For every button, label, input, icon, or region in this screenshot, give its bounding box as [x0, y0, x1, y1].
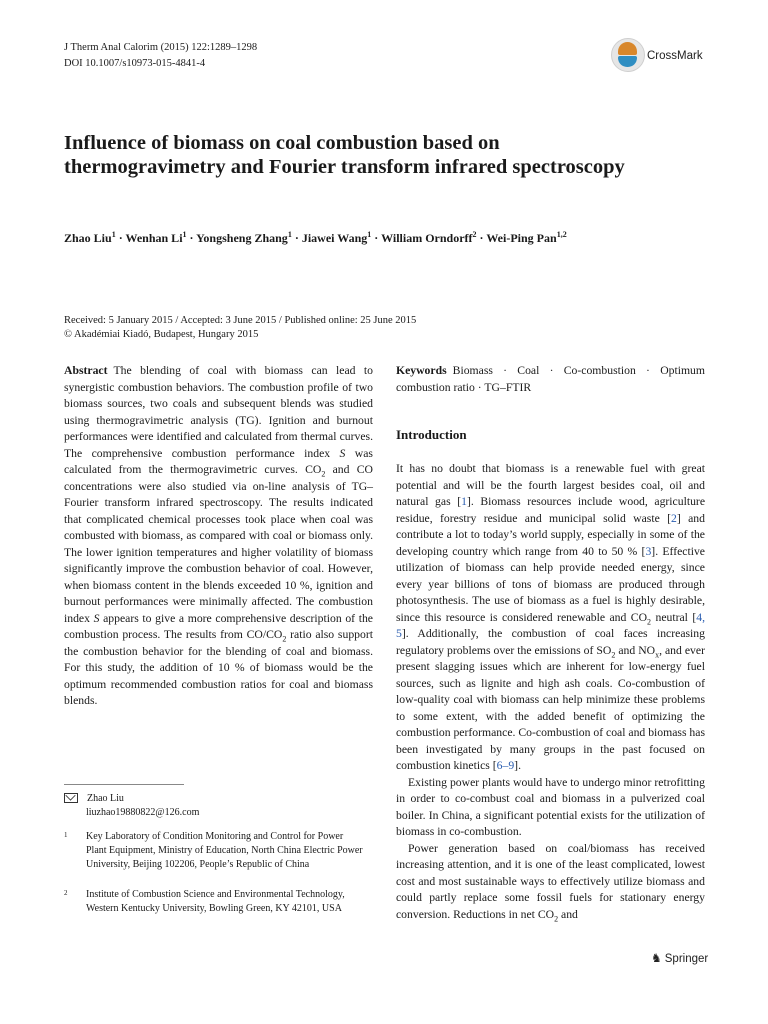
author[interactable]	[64, 231, 116, 245]
abstract-text	[64, 363, 373, 710]
crossmark-icon	[611, 38, 645, 72]
subscript: 2	[554, 913, 559, 923]
author-name: William Orndorff	[381, 231, 473, 245]
text-run: The blending of coal with biomass can lead to synergistic combustion behaviors. The combustion profile of two biomass sources, two coals and subsequent blends was studied using thermogravimetric analysis (TG). Ignition and burnout performances were identified and calculated from thermal curves. The comprehensive combustion performance index	[64, 364, 373, 460]
doi: DOI 10.1007/s10973-015-4841-4	[64, 58, 206, 69]
text-run: was calculated from the thermogravimetric curves. CO	[64, 446, 373, 476]
author-affiliation: 2	[472, 230, 477, 239]
keywords-label: Keywords	[396, 364, 447, 377]
citation-link[interactable]: 1	[461, 495, 467, 508]
author[interactable]	[486, 231, 566, 245]
keywords-text: Biomass · Coal · Co-combustion · Optimum combustion ratio · TG–FTIR	[396, 364, 705, 394]
abstract-label: Abstract	[64, 364, 108, 377]
crossmark-label: CrossMark	[647, 50, 703, 62]
text-run: ] and contribute a lot to today’s world supply, especially in some of the developing country which range from 40 to 50 % [	[396, 511, 705, 558]
envelope-icon	[64, 793, 78, 803]
citation-link[interactable]: 2	[671, 511, 677, 525]
article-title: Influence of biomass on coal combustion based on thermogravimetry and Fourier transform infrared spectroscopy	[64, 132, 625, 178]
springer-knight-icon: ♞	[651, 951, 662, 965]
corresponding-name: Zhao Liu	[87, 793, 124, 804]
keywords	[396, 363, 705, 396]
author[interactable]	[381, 231, 476, 245]
author-affiliation: 1	[111, 230, 116, 239]
author-list: Zhao Liu$^1$ · Wenhan $Li^1$ · Yongsheng Zhang$^1$ · Jiawei Wang$^1$ · William Orndorff$^2$ · Wei-Ping Pan$^{1,2}$	[64, 230, 567, 245]
citation-link[interactable]: 6–9	[496, 759, 515, 772]
text-run: ]. Biomass resources include wood, agriculture residue, forestry residue and municipal solid waste [	[396, 495, 706, 525]
abstract	[64, 363, 373, 710]
text-run: , and ever present slagging issues which are inherent for low-energy fuel sources, such as lignite and high ash coals. Co-combustion of low-quality coal with biomass can help minimize these problems to some extent, with the added benefit of optimizing the combustion performance. Co-combustion of coal and biomass has been investigated by many groups in the past focused on combustion kinetics [	[396, 643, 705, 772]
author[interactable]	[126, 231, 187, 245]
text-run: It has no doubt that biomass is a renewable fuel with great potential and will be the fourth largest besides coal, oil and natural gas [	[396, 462, 705, 508]
affiliation-text: Institute of Combustion Science and Environmental Technology, Western Kentucky University, Bowling Green, KY 42101, USA	[86, 889, 345, 914]
journal-header	[64, 40, 257, 72]
footnote-divider	[64, 784, 184, 785]
citation-link[interactable]: 3	[645, 544, 652, 558]
paragraph	[396, 775, 705, 841]
subscript: 2	[647, 616, 652, 626]
text-run: and CO concentrations were also studied via on-line analysis of TG–Fourier transform infrared spectroscopy. The results indicated that complicated chemical processes took place when coal was combusted with biomass, as compared with coal or biomass only. The lower ignition temperatures and higher volatility of biomass significantly improve the combustion behavior of coal. However, when biomass content in the blends exceeded 10 %, ignition and burnout performances were minimally affected. The combustion index	[64, 463, 373, 625]
introduction-body	[396, 461, 705, 923]
section-heading-introduction: Introduction	[396, 427, 467, 442]
citation-link[interactable]: 4, 5	[396, 610, 706, 640]
crossmark-badge[interactable]	[611, 38, 711, 74]
text-run: ratio also support the combustion behavior for the blending of coal and biomass. For this study, the addition of 10 % of biomass would be the optimum recommended combustion ratios for coal and biomass blends.	[64, 628, 373, 707]
journal-citation: J Therm Anal Calorim (2015) 122:1289–1298	[64, 42, 258, 53]
affiliation-1	[64, 830, 364, 872]
subscript: x	[655, 649, 660, 659]
text-run: and	[558, 907, 578, 921]
paragraph	[396, 841, 705, 924]
history-line: Received: 5 January 2015 / Accepted: 3 June 2015 / Published online: 25 June 2015	[64, 315, 417, 326]
publisher-logo	[651, 950, 708, 967]
affiliation-text: Key Laboratory of Condition Monitoring and Control for Power Plant Equipment, Ministry of Education, North China Electric Power University, Beijing 102206, People’s Republic of China	[86, 831, 363, 870]
publication-dates	[64, 314, 416, 342]
corresponding-email[interactable]: liuzhao19880822@126.com	[86, 807, 200, 818]
italic-symbol: S	[339, 446, 346, 460]
author-name: Wei-Ping Pan	[486, 231, 557, 245]
affiliation-number: 1	[64, 831, 68, 839]
author-name: Wenhan Li	[125, 231, 183, 245]
publisher-name: Springer	[664, 953, 709, 965]
italic-symbol: S	[93, 611, 100, 625]
author-affiliation: 1	[367, 230, 372, 239]
author[interactable]	[196, 231, 292, 245]
subscript: 2	[321, 469, 326, 479]
author-name: Jiawei Wang	[301, 231, 368, 245]
text-run: and NO	[615, 643, 656, 657]
author-name: Zhao Liu	[64, 231, 112, 245]
copyright: © Akadémiai Kiadó, Budapest, Hungary 2015	[64, 329, 259, 340]
text-run: neutral [	[651, 610, 697, 624]
text-run: Power generation based on coal/biomass has received increasing attention, and it is one of the least complicated, lowest cost and most sustainable ways to effectively utilize biomass and could partly replace some fossil fuels for stationary energy conversion. Reductions in net CO	[396, 841, 705, 921]
text-run: ]. Additionally, the combustion of coal faces increasing regulatory problems over the emissions of SO	[396, 627, 705, 657]
text-run: ].	[514, 759, 521, 772]
subscript: 2	[282, 634, 287, 644]
author-name: Yongsheng Zhang	[196, 231, 288, 245]
subscript: 2	[611, 649, 616, 659]
text-run: ]. Effective utilization of biomass can help provide needed energy, since every year billions of tons of biomass are produced through photosynthesis. The use of biomass as a fuel is highly desirable, since this resource is considered renewable and CO	[396, 544, 705, 624]
author-affiliation: 1	[182, 230, 187, 239]
author[interactable]	[302, 231, 371, 245]
corresponding-author	[64, 792, 199, 820]
text-run: appears to give a more comprehensive description of the combustion process. The results from CO/CO	[64, 611, 373, 641]
text-run: Existing power plants would have to undergo minor retrofitting in order to co-combust coal and biomass in a pulverized coal boiler. In China, a significant potential exists for the utilization of biomass in co-combustion.	[396, 775, 705, 838]
paragraph	[396, 461, 705, 775]
affiliation-2	[64, 888, 364, 916]
author-affiliation: 1,2	[556, 230, 567, 239]
affiliation-number: 2	[64, 889, 68, 897]
author-affiliation: 1	[287, 230, 292, 239]
